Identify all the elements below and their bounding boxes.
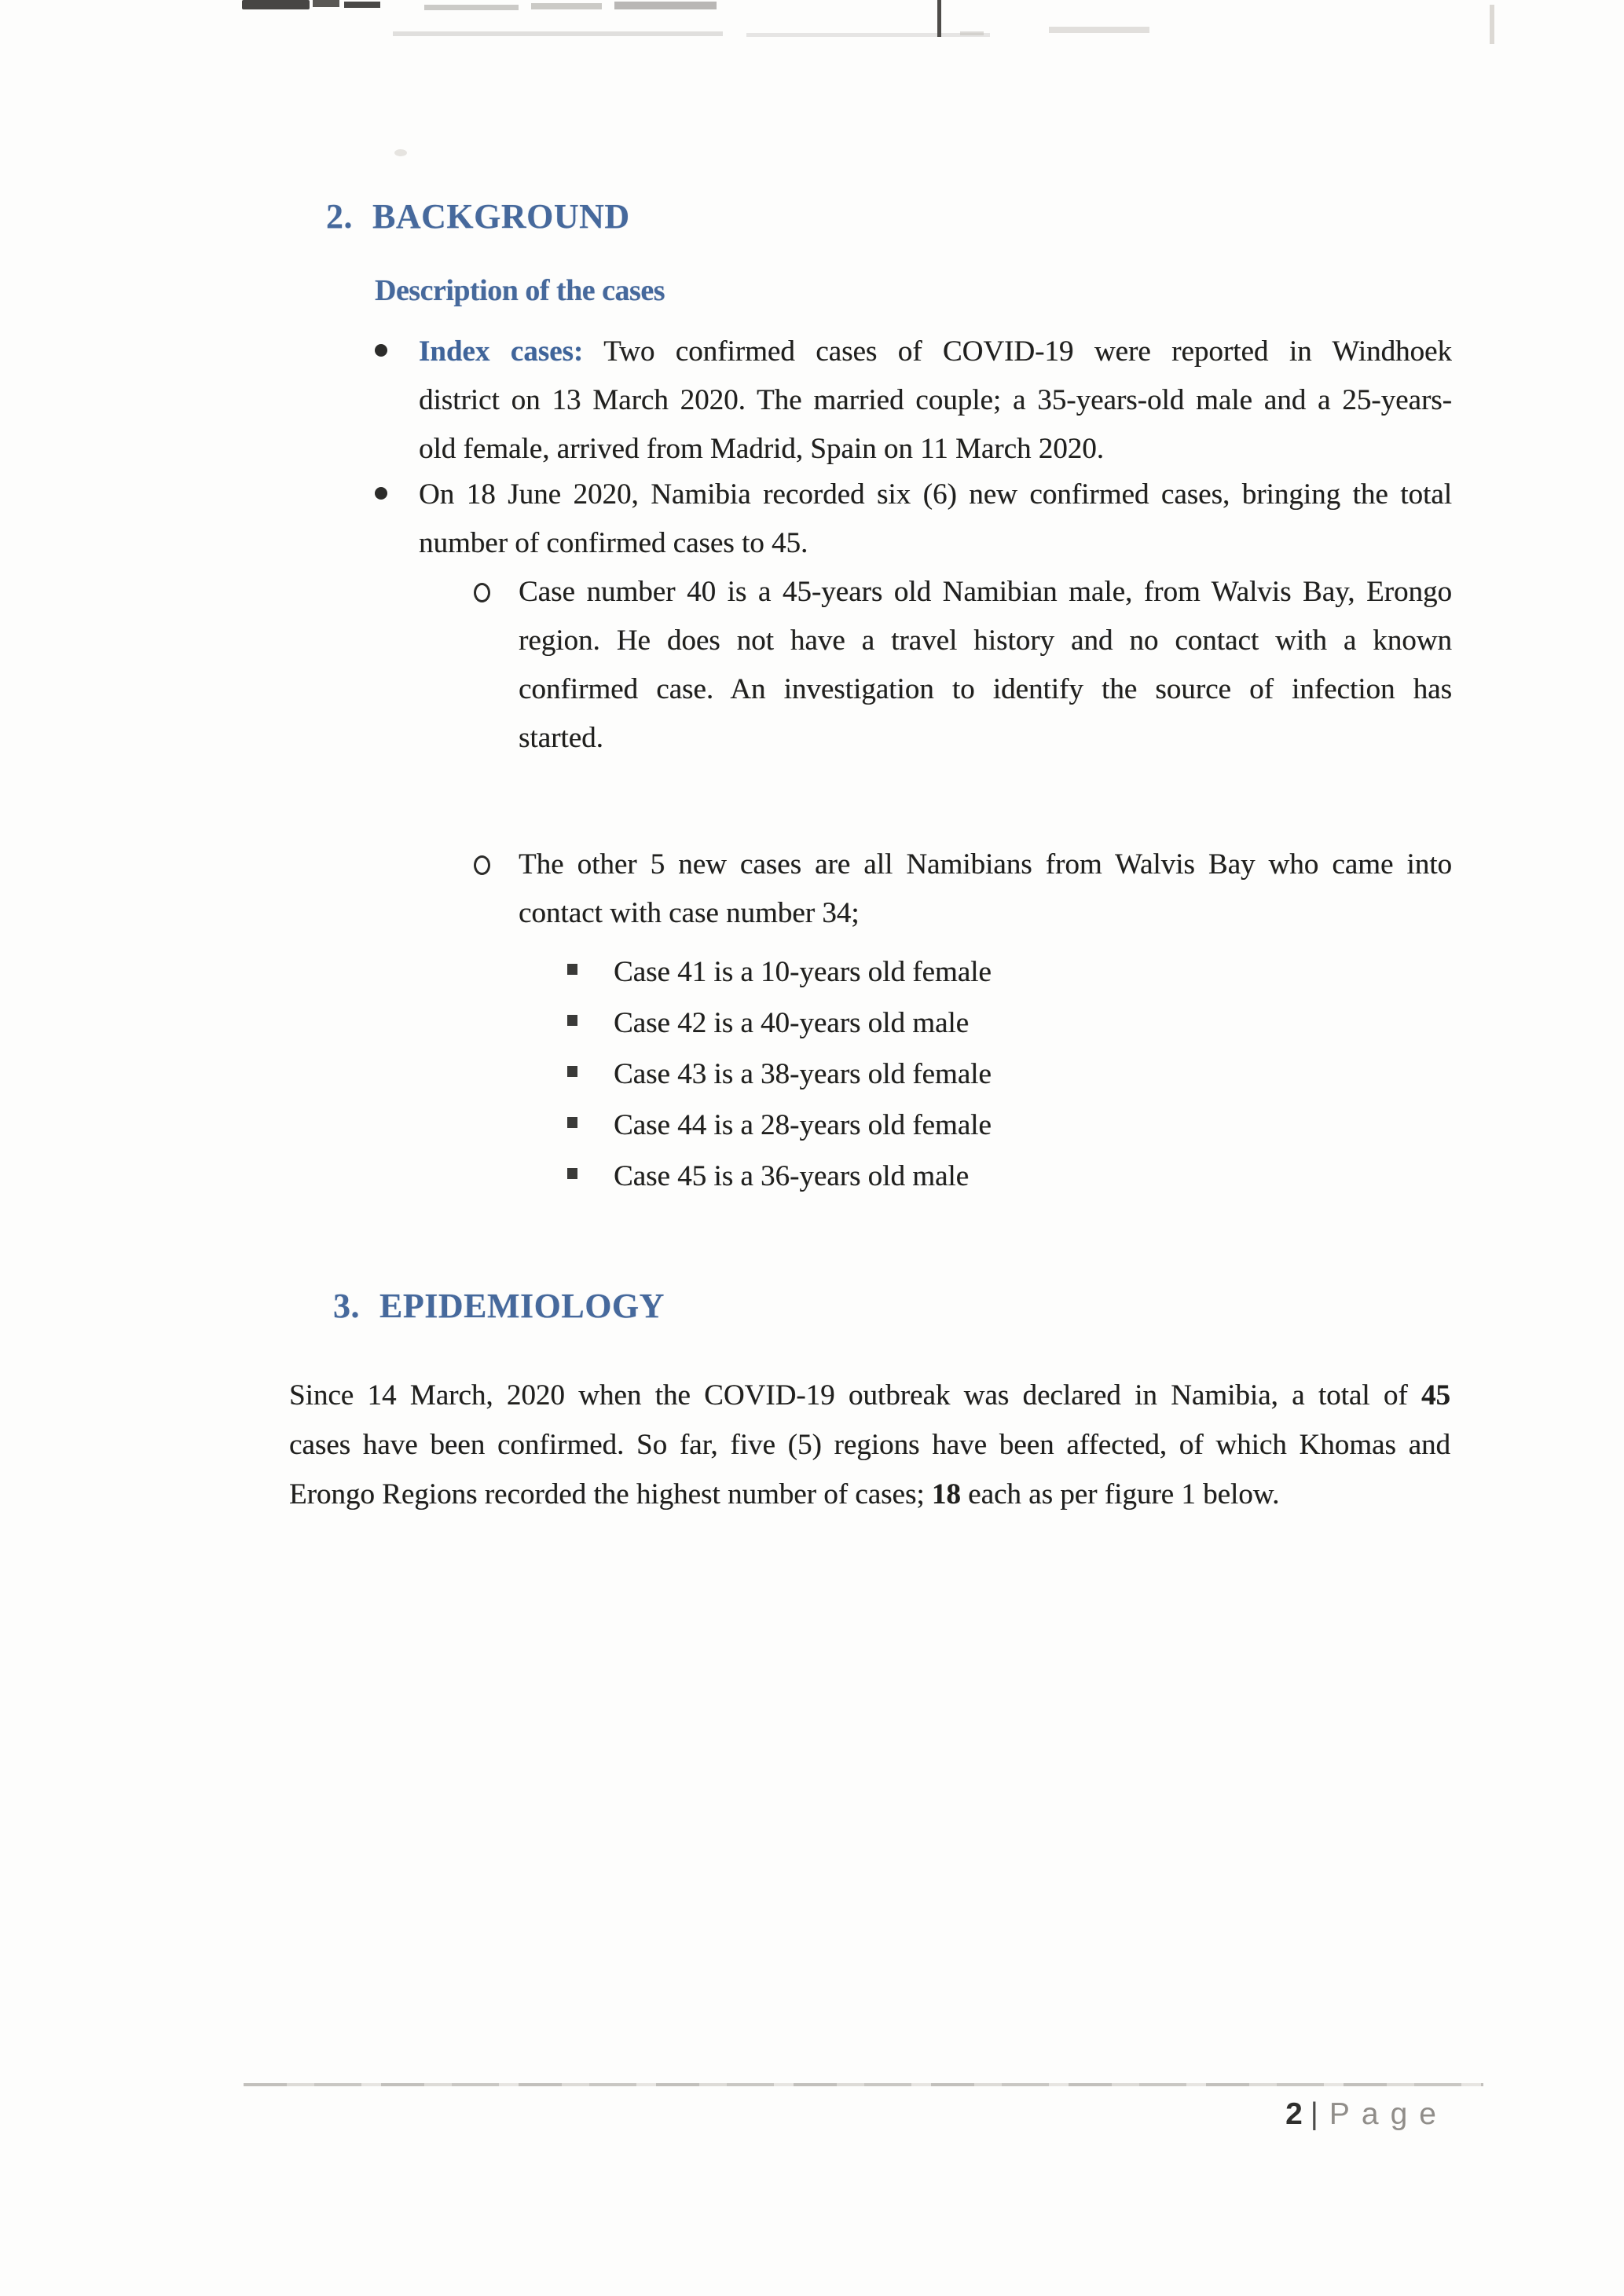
square-bullet-icon xyxy=(567,1066,577,1077)
text-segment: Two confirmed cases of COVID-19 were reported in Windhoek xyxy=(603,335,1452,368)
footer-separator: | xyxy=(1310,2097,1318,2131)
scan-artifact-streak xyxy=(1049,27,1149,33)
scan-artifact-smudge xyxy=(960,31,984,35)
total-cases-value: 45 xyxy=(1421,1379,1450,1412)
bullet-index-cases xyxy=(419,328,1452,474)
bullet-new-cases xyxy=(419,471,1452,568)
list-item: Case 42 is a 40-years old male xyxy=(614,1007,970,1039)
case-list xyxy=(614,947,1454,1202)
text-line: On 18 June 2020, Namibia recorded six (6) new confirmed cases, bringing the total xyxy=(419,478,1452,511)
list-item: Case 43 is a 38-years old female xyxy=(614,1058,992,1090)
scan-artifact-smudge xyxy=(242,0,310,9)
text-line: The other 5 new cases are all Namibians from Walvis Bay who came into xyxy=(519,848,1452,881)
text-line xyxy=(289,1371,1450,1420)
epidemiology-paragraph xyxy=(289,1371,1450,1519)
highest-cases-value: 18 xyxy=(931,1478,961,1511)
text-segment: Erongo Regions recorded the highest number of cases; xyxy=(289,1478,932,1511)
sub-bullet-other-cases xyxy=(519,840,1452,938)
sub-bullet-case-40 xyxy=(519,568,1452,763)
scan-artifact-smudge xyxy=(313,0,339,7)
scan-artifact-streak xyxy=(746,33,990,37)
section-number: 3. xyxy=(333,1287,360,1325)
text-line: started. xyxy=(519,722,603,754)
square-bullet-icon xyxy=(567,1117,577,1128)
square-bullet-icon xyxy=(567,1015,577,1026)
footer-label: Page xyxy=(1329,2097,1448,2131)
square-bullet-icon xyxy=(567,964,577,975)
text-segment: each as per figure 1 below. xyxy=(960,1478,1280,1511)
section-heading-background xyxy=(326,199,630,235)
text-line: old female, arrived from Madrid, Spain on 11 March 2020. xyxy=(419,433,1105,465)
section-number: 2. xyxy=(326,197,353,236)
bullet-icon xyxy=(375,487,387,500)
section-title: EPIDEMIOLOGY xyxy=(379,1287,665,1325)
text-segment: Since 14 March, 2020 when the COVID-19 outbreak was declared in Namibia, a total of xyxy=(289,1379,1421,1412)
section-title: BACKGROUND xyxy=(372,197,630,236)
subsection-heading: Description of the cases xyxy=(375,274,665,307)
page-number: 2 xyxy=(1285,2097,1304,2131)
page-footer xyxy=(1285,2097,1448,2132)
text-line: confirmed case. An investigation to identify the source of infection has xyxy=(519,673,1452,705)
section-heading-epidemiology xyxy=(333,1288,665,1324)
list-item: Case 45 is a 36-years old male xyxy=(614,1160,970,1192)
scan-artifact-streak xyxy=(393,31,723,36)
text-line: Case number 40 is a 45-years old Namibian male, from Walvis Bay, Erongo xyxy=(519,576,1452,608)
footer-rule xyxy=(244,2083,1483,2086)
scan-artifact-smudge xyxy=(531,3,602,9)
text-line: contact with case number 34; xyxy=(519,897,860,929)
scan-artifact-smudge xyxy=(424,5,519,10)
circle-bullet-icon xyxy=(474,855,490,875)
text-line: region. He does not have a travel history and no contact with a known xyxy=(519,624,1452,657)
scan-artifact-smudge xyxy=(614,2,717,9)
text-line: cases have been confirmed. So far, five (5) regions have been affected, of which Khomas and xyxy=(289,1429,1450,1461)
list-item: Case 41 is a 10-years old female xyxy=(614,956,992,988)
scan-artifact-smudge xyxy=(344,2,380,8)
list-item: Case 44 is a 28-years old female xyxy=(614,1109,992,1141)
square-bullet-icon xyxy=(567,1168,577,1179)
text-line: district on 13 March 2020. The married couple; a 35-years-old male and a 25-years- xyxy=(419,384,1452,416)
scan-artifact-vertical-line xyxy=(937,0,941,37)
bullet-icon xyxy=(375,344,387,357)
scan-artifact-speck xyxy=(394,149,407,156)
text-line: number of confirmed cases to 45. xyxy=(419,527,808,559)
scan-artifact-smudge xyxy=(1490,5,1494,44)
circle-bullet-icon xyxy=(474,583,490,602)
index-cases-label: Index cases: xyxy=(419,335,584,368)
text-line xyxy=(289,1470,1450,1519)
text-line xyxy=(419,328,1452,376)
